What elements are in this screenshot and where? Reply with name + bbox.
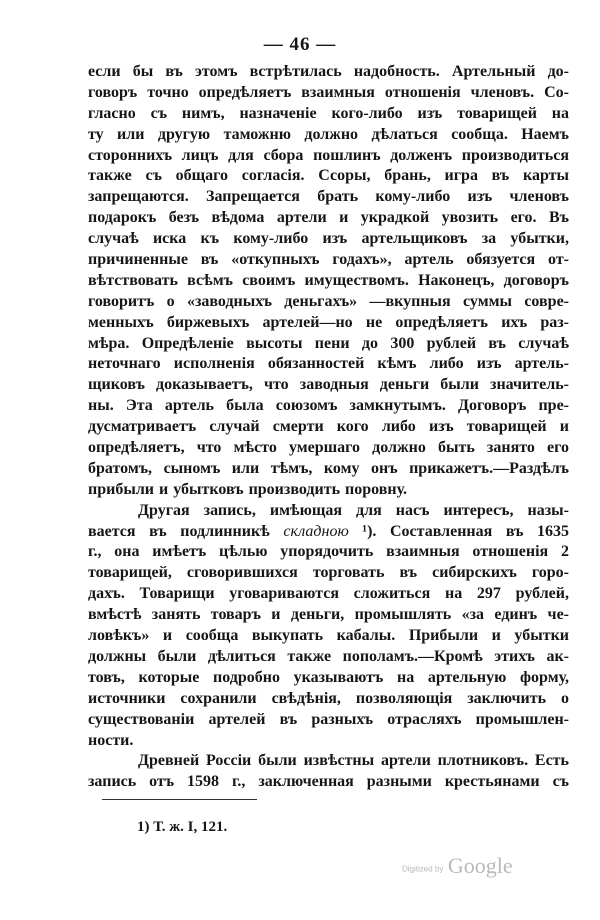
watermark-brand: Google	[447, 853, 513, 878]
body-text	[88, 62, 569, 793]
text-line: ны. Эта артель была союзомъ замкнутымъ. Договоръ пре-	[88, 397, 569, 415]
text-line: Другая запись, имѣющая для насъ интересъ, назы-	[138, 501, 569, 519]
text-line: говоръ точно опредѣляетъ взаимныя отношенія членовъ. Со-	[88, 83, 569, 101]
text-line: если бы въ этомъ встрѣтилась надобность. Артельный до-	[88, 63, 569, 80]
text-line: товъ, которые подробно указываютъ на артельную форму,	[88, 668, 569, 686]
text-segment: ¹). Составленная въ 1635	[348, 522, 569, 540]
text-line: неточнаго исполненія обязанностей кѣмъ либо изъ артель-	[88, 355, 569, 373]
text-line	[88, 522, 569, 543]
text-line: источники сохранили свѣдѣнія, позволяющія заключить о	[88, 689, 569, 707]
watermark-prefix: Digitized by	[402, 864, 444, 874]
text-line: менныхъ биржевыхъ артелей—но не опредѣляетъ ихъ раз-	[88, 313, 569, 331]
text-line: причиненные въ «откупныхъ годахъ», артель обязуется от-	[88, 251, 569, 269]
text-line: вѣтствовать всѣмъ своимъ имуществомъ. Наконецъ, договоръ	[88, 271, 569, 289]
text-line: ту или другую таможню должно дѣлаться сообща. Наемъ	[88, 125, 569, 143]
text-line: товарищей, сговорившихся торговать въ сибирскихъ горо-	[88, 564, 569, 582]
google-watermark	[402, 853, 513, 879]
text-line: щиковъ доказываетъ, что заводныя деньги были значитель-	[88, 376, 569, 394]
text-line: ности.	[88, 731, 134, 749]
text-line: братомъ, сыномъ или тѣмъ, кому онъ прикажетъ.—Раздѣлъ	[88, 459, 569, 477]
text-line: ловѣкъ» и сообща выкупать кабалы. Прибыли и убытки	[88, 627, 569, 645]
footnote-separator	[102, 799, 257, 800]
text-line: вмѣстѣ занять товаръ и деньги, промышлять «за единъ че-	[88, 606, 569, 624]
footnote: 1) Т. ж. I, 121.	[137, 819, 228, 835]
text-segment: вается въ подлинникѣ	[88, 522, 270, 540]
text-line: гласно съ нимъ, назначеніе кого-либо изъ товарищей на	[88, 104, 569, 122]
text-line: мѣра. Опредѣленіе высоты пени до 300 рублей въ случаѣ	[88, 334, 569, 352]
page-number: — 46 —	[263, 34, 337, 55]
text-line: опредѣляетъ, что мѣсто умершаго должно быть занято его	[88, 439, 569, 457]
text-line: дахъ. Товарищи уговариваются сложиться на 297 рублей,	[88, 585, 569, 603]
text-line: прибыли и убытковъ производить поровну.	[88, 480, 408, 498]
text-line: должны были дѣлиться также пополамъ.—Кромѣ этихъ ак-	[88, 647, 569, 665]
text-line: подарокъ безъ вѣдома артели и украдкой увозить его. Въ	[88, 209, 569, 227]
text-line: г., она имѣетъ цѣлью упорядочить взаимныя отношенія 2	[88, 543, 569, 561]
italic-term: складною	[283, 522, 349, 540]
text-line: дусматриваетъ случай смерти кого либо изъ товарищей и	[88, 418, 569, 436]
text-line: существованіи артелей въ разныхъ отрасляхъ промышлен-	[88, 710, 569, 728]
text-line: запись отъ 1598 г., заключенная разными крестьянами съ	[88, 773, 569, 791]
text-line: говоритъ о «заводныхъ деньгахъ» —вкупныя суммы совре-	[88, 292, 569, 310]
text-line: случаѣ иска къ кому-либо изъ артельщиковъ за убытки,	[88, 230, 569, 248]
text-line: также съ общаго согласія. Ссоры, брань, игра въ карты	[88, 167, 569, 185]
text-line: Древней Россіи были извѣстны артели плотниковъ. Есть	[138, 752, 569, 770]
text-line: стороннихъ лицъ для сбора пошлинъ долженъ производиться	[88, 146, 569, 164]
text-line: запрещаются. Запрещается брать кому-либо изъ членовъ	[88, 188, 569, 206]
